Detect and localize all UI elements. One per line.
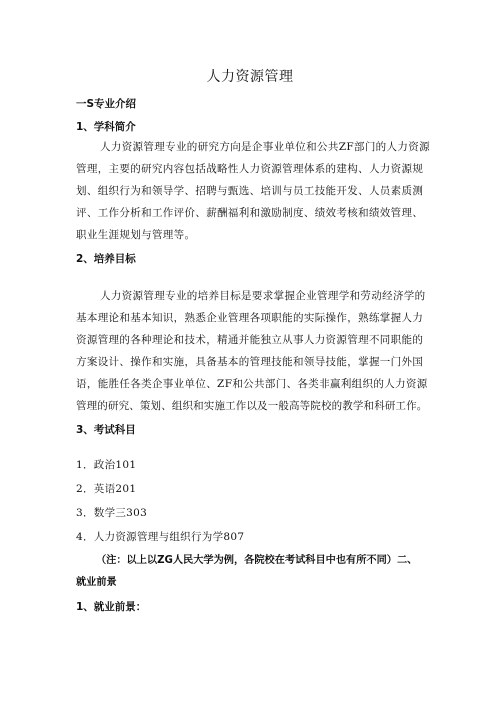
document-title: 人力资源管理 xyxy=(206,69,294,85)
paragraph-line: 人力资源管理专业的培养目标是要求掌握企业管理学和劳动经济学的 xyxy=(100,290,426,302)
paragraph-line: 资源管理的各种理论和技术，精通并能独立从事人力资源管理不同职能的 xyxy=(76,334,424,346)
list-item: 4．人力资源管理与组织行为学807 xyxy=(76,531,245,543)
exam-note: （注：以上以ZG人民大学为例，各院校在考试科目中也有所不同）二、 xyxy=(96,555,418,566)
subheading-discipline-intro: 1、学科简介 xyxy=(76,121,136,133)
subheading-employment-prospects: 1、就业前景： xyxy=(76,601,147,613)
paragraph-line: 基本理论和基本知识，熟悉企业管理各项职能的实际操作，熟练掌握人力 xyxy=(76,312,424,324)
list-item: 3．数学三303 xyxy=(76,507,148,519)
section-heading-intro: 一S专业介绍 xyxy=(76,98,137,110)
paragraph-line: 划、组织行为和领导学、招聘与甄选、培训与员工技能开发、人员素质测 xyxy=(76,185,424,197)
paragraph-line: 评、工作分析和工作评价、薪酬福利和激励制度、绩效考核和绩效管理、 xyxy=(76,207,424,219)
paragraph-line: 职业生涯规划与管理等。 xyxy=(76,229,196,241)
paragraph-line: 人力资源管理专业的研究方向是企事业单位和公共ZF部门的人力资源 xyxy=(100,141,430,153)
paragraph-line: 管理的研究、策划、组织和实施工作以及一般高等院校的教学和科研工作。 xyxy=(76,400,428,412)
section-heading-employment: 就业前景 xyxy=(76,577,117,588)
paragraph-line: 语，能胜任各类企事业单位、ZF和公共部门、各类非赢利组织的人力资源 xyxy=(76,378,428,390)
paragraph-line: 管理，主要的研究内容包括战略性人力资源管理体系的建构、人力资源规 xyxy=(76,163,424,175)
subheading-training-goal: 2、培养目标 xyxy=(76,253,136,265)
list-item: 2．英语201 xyxy=(76,483,137,495)
list-item: 1．政治101 xyxy=(76,459,137,471)
paragraph-line: 方案设计、操作和实施，具备基本的管理技能和领导技能，掌握一门外国 xyxy=(76,356,424,368)
subheading-exam-subjects: 3、考试科目 xyxy=(76,424,136,436)
